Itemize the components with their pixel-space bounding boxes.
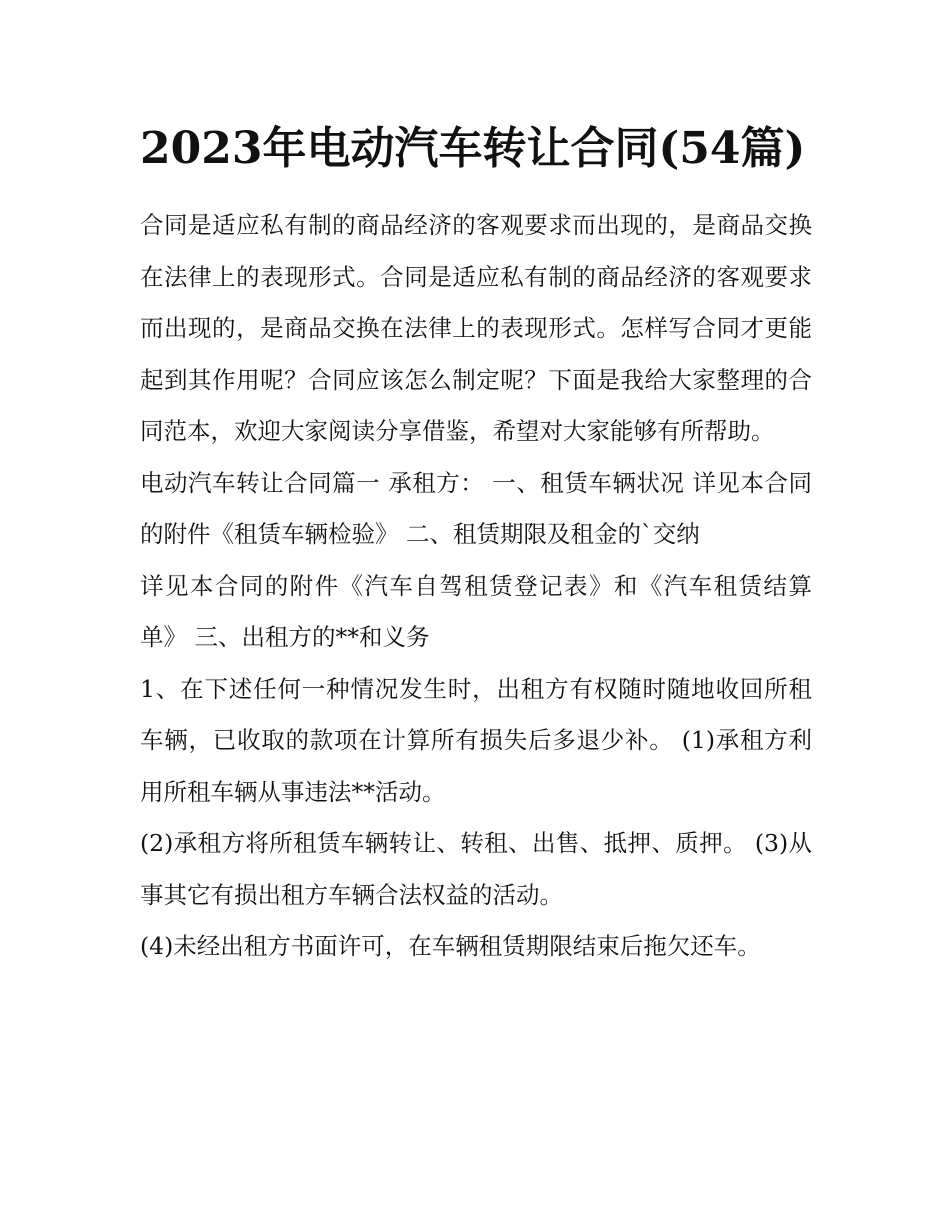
contract-section-one: 电动汽车转让合同篇一 承租方： 一、租赁车辆状况 详见本合同的附件《租赁车辆检验》 二、租赁期限及租金的`交纳 bbox=[140, 468, 812, 548]
lessor-rights-item-4: (4)未经出租方书面许可，在车辆租赁期限结束后拖欠还车。 bbox=[140, 932, 761, 960]
lessor-rights-item-1: 1、在下述任何一种情况发生时，出租方有权随时随地收回所租车辆，已收取的款项在计算所有损失后多退少补。 (1)承租方利用所租车辆从事违法**活动。 bbox=[140, 674, 812, 806]
intro-paragraph: 合同是适应私有制的商品经济的客观要求而出现的，是商品交换在法律上的表现形式。合同是适应私有制的商品经济的客观要求而出现的，是商品交换在法律上的表现形式。怎样写合同才更能起到其作用呢？合同应该怎么制定呢？下面是我给大家整理的合同范本，欢迎大家阅读分享借鉴，希望对大家能够有所帮助。 bbox=[140, 211, 812, 445]
document-page bbox=[140, 112, 812, 973]
lessor-rights-item-2: (2)承租方将所租赁车辆转让、转租、出售、抵押、质押。 (3)从事其它有损出租方车辆合法权益的活动。 bbox=[140, 829, 812, 909]
document-title: 2023年电动汽车转让合同(54篇) bbox=[140, 123, 806, 174]
contract-rent-details: 详见本合同的附件《汽车自驾租赁登记表》和《汽车租赁结算单》 三、出租方的**和义务 bbox=[140, 571, 812, 651]
